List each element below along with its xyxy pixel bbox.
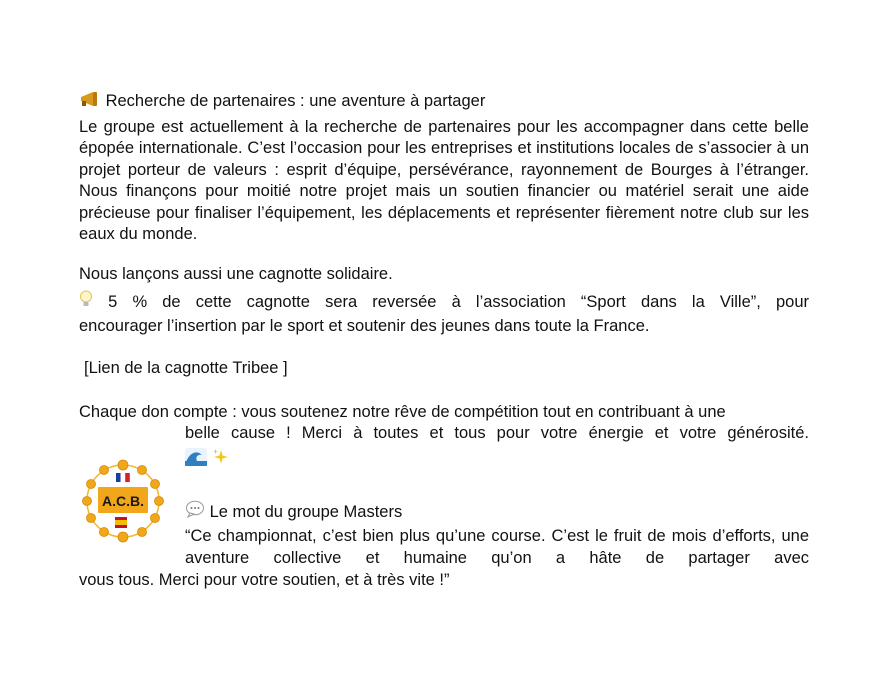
masters-quote: “Ce championnat, c’est bien plus qu’une course. C’est le fruit de mois d’efforts, une aventure collective et humaine qu’on a hâte de partager avec bbox=[185, 527, 809, 567]
masters-quote-end: vous tous. Merci pour votre soutien, et à très vite !” bbox=[79, 571, 450, 589]
cagnotte-info-line2: encourager l’insertion par le sport et soutenir des jeunes dans toute la France. bbox=[79, 317, 650, 335]
masters-heading: Le mot du groupe Masters bbox=[209, 503, 403, 521]
partners-heading: Recherche de partenaires : une aventure à partager bbox=[105, 92, 486, 110]
don-line1: Chaque don compte : vous soutenez notre rêve de compétition tout en contribuant à une bbox=[79, 403, 726, 421]
cagnotte-info-line1 bbox=[79, 290, 809, 314]
lightbulb-icon bbox=[79, 290, 93, 314]
cagnotte-info-text1: 5 % de cette cagnotte sera reversée à l’association “Sport dans la Ville”, pour bbox=[108, 293, 809, 311]
don-line2: belle cause ! Merci à toutes et tous pour votre énergie et votre générosité. bbox=[185, 424, 809, 442]
flag-france-icon bbox=[116, 473, 130, 482]
cagnotte-intro: Nous lançons aussi une cagnotte solidaire. bbox=[79, 265, 393, 283]
sparkles-icon bbox=[212, 448, 230, 472]
don-emoji-row bbox=[185, 448, 887, 472]
masters-heading-row bbox=[185, 500, 887, 524]
partners-paragraph: Le groupe est actuellement à la recherche de partenaires pour les accompagner dans cette belle épopée internationale. C’est l’occasion pour les entreprises et institutions locales de s’associer à un projet porteur de valeurs : esprit d’équipe, persévérance, rayonnement de Bourges à l’étranger. Nous finançons pour moitié notre projet mais un soutien financier ou matériel serait une aide précieuse pour finaliser l’équipement, les déplacements et représenter fièrement notre club sur les eaux du monde. bbox=[79, 118, 809, 244]
speech-bubble-icon bbox=[185, 500, 205, 524]
club-logo bbox=[80, 458, 166, 544]
logo-text: A.C.B. bbox=[102, 493, 144, 509]
wave-icon bbox=[185, 448, 207, 472]
megaphone-icon bbox=[79, 91, 101, 113]
cagnotte-link[interactable]: [Lien de la cagnotte Tribee ] bbox=[84, 359, 288, 377]
partners-heading-row bbox=[79, 90, 809, 113]
flag-spain-icon bbox=[115, 517, 127, 528]
